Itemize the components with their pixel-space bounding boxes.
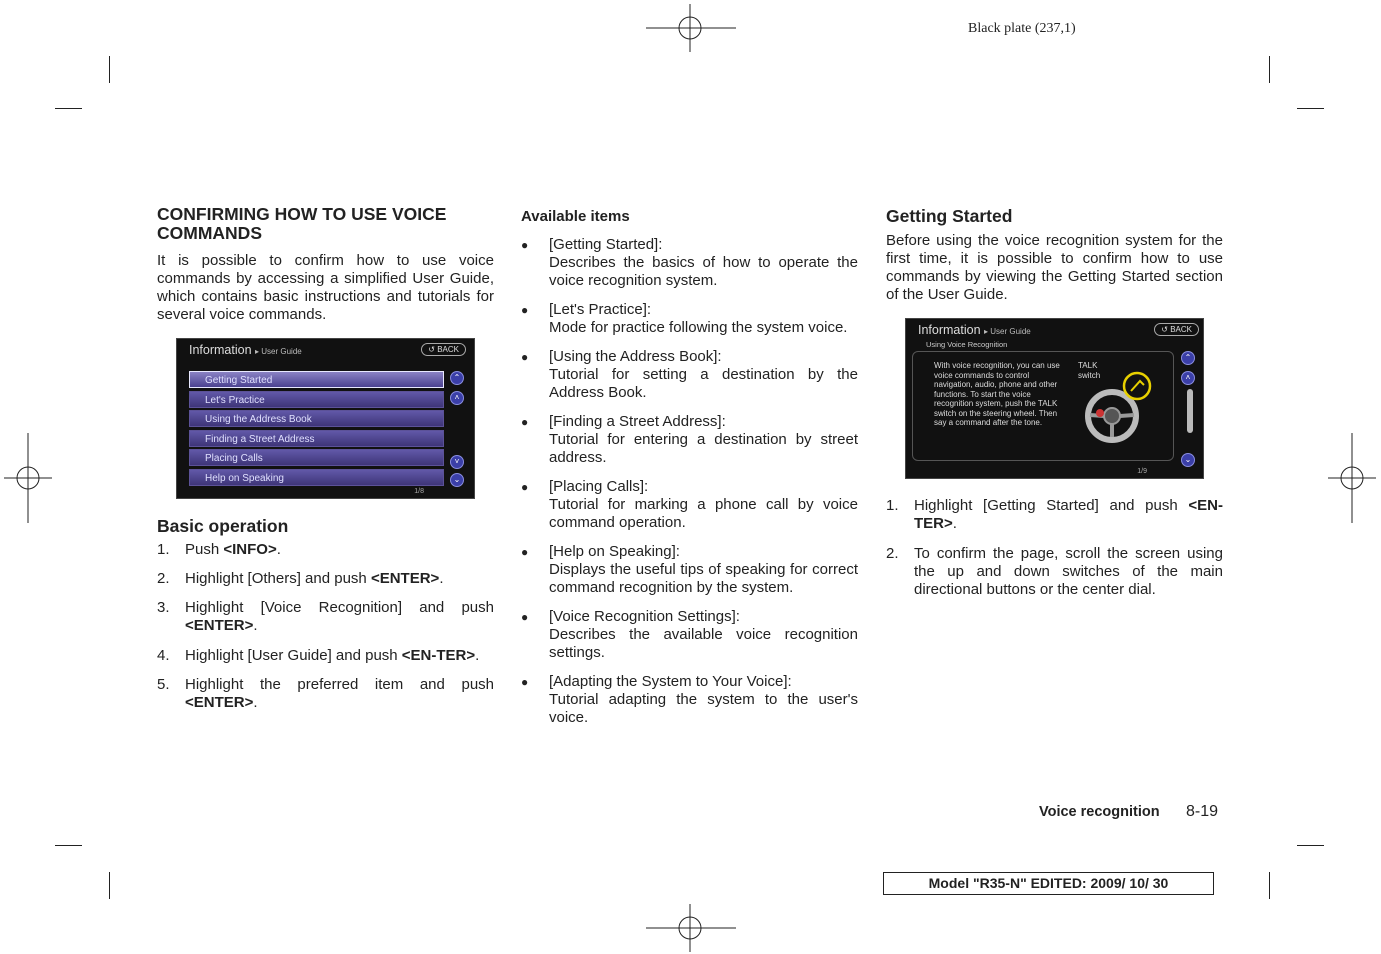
screen-subtitle: ▸ User Guide: [984, 327, 1031, 336]
list-item: ● [Getting Started]: Describes the basics of how to operate the voice recognition system.: [521, 236, 858, 289]
getting-started-steps: [886, 497, 1223, 599]
screen-section-title: Using Voice Recognition: [926, 340, 1008, 349]
bullet-icon: ●: [521, 303, 529, 317]
screen-subtitle: ▸ User Guide: [255, 347, 302, 356]
footer-section-name: Voice recognition: [1039, 804, 1160, 820]
menu-item: Help on Speaking: [189, 469, 444, 486]
getting-started-heading: Getting Started: [886, 206, 1013, 226]
screen-body-text: With voice recognition, you can use voice commands to control navigation, audio, phone and other functions. To start the voice recognition system, push the TALK switch on the steering wheel. Then say a command after the tone.: [934, 361, 1060, 427]
registration-mark: [1328, 433, 1376, 523]
model-edited-box: Model "R35-N" EDITED: 2009/ 10/ 30: [883, 872, 1214, 895]
crop-mark: [55, 108, 82, 109]
chevron-down-icon: ˅: [450, 455, 464, 469]
crop-mark: [109, 872, 110, 899]
section-heading: CONFIRMING HOW TO USE VOICE COMMANDS: [157, 204, 447, 243]
bullet-icon: ●: [521, 610, 529, 624]
screen-header: [189, 343, 302, 357]
registration-mark: [646, 904, 736, 952]
crop-mark: [1269, 56, 1270, 83]
basic-operation-heading: Basic operation: [157, 516, 289, 536]
list-item: ● [Help on Speaking]: Displays the useful tips of speaking for correct command recognition by the system.: [521, 543, 858, 596]
list-item: ● [Adapting the System to Your Voice]: Tutorial adapting the system to the user's voice.: [521, 673, 858, 726]
list-item: ● [Using the Address Book]: Tutorial for setting a destination by the Address Book.: [521, 348, 858, 401]
registration-mark: [646, 4, 736, 52]
column-3: [886, 205, 1223, 599]
crop-mark: [1297, 108, 1324, 109]
menu-item: Let's Practice: [189, 391, 444, 408]
menu-item: Getting Started: [189, 371, 444, 388]
list-item: ● [Finding a Street Address]: Tutorial for entering a destination by street address.: [521, 413, 858, 466]
chevron-down-icon: ⌄: [1181, 453, 1195, 467]
registration-mark: [4, 433, 52, 523]
chevron-up-icon: ˄: [1181, 371, 1195, 385]
bullet-icon: ●: [521, 480, 529, 494]
bullet-icon: ●: [521, 675, 529, 689]
menu-item: Finding a Street Address: [189, 430, 444, 447]
step-item: 1. Push <INFO>.: [157, 541, 281, 558]
back-button: ↺ BACK: [1154, 323, 1199, 336]
screen-header: [918, 323, 1031, 337]
step-item: 5. Highlight the preferred item and push <ENTER>.: [157, 676, 494, 711]
footer-page-number: 8-19: [1186, 803, 1219, 820]
intro-paragraph: It is possible to confirm how to use voice commands by accessing a simplified User Guide, which contains basic instructions and tutorials for several voice commands.: [157, 252, 494, 323]
bullet-icon: ●: [521, 415, 529, 429]
steering-wheel-icon: [1082, 371, 1162, 443]
bullet-icon: ●: [521, 238, 529, 252]
crop-mark: [1297, 845, 1324, 846]
bullet-icon: ●: [521, 350, 529, 364]
list-item: ● [Let's Practice]: Mode for practice following the system voice.: [521, 301, 848, 336]
step-item: 3. Highlight [Voice Recognition] and push <ENTER>.: [157, 599, 494, 634]
column-1: [157, 205, 494, 712]
talk-switch-label: TALK switch: [1078, 361, 1101, 380]
menu-item: Placing Calls: [189, 449, 444, 466]
crop-mark: [1269, 872, 1270, 899]
step-item: 4. Highlight [User Guide] and push <EN-TER>.: [157, 647, 480, 664]
available-items-heading: Available items: [521, 208, 630, 225]
bullet-icon: ●: [521, 545, 529, 559]
chevron-down-icon: ⌄: [450, 473, 464, 487]
plate-label: Black plate (237,1): [968, 21, 1076, 36]
screen-title: Information: [918, 323, 981, 337]
available-items-list: [521, 236, 858, 727]
user-guide-screen: [176, 338, 475, 499]
list-item: ● [Voice Recognition Settings]: Describes the available voice recognition settings.: [521, 608, 858, 661]
getting-started-screen: [905, 318, 1204, 479]
column-2: [521, 205, 858, 727]
back-button: ↺ BACK: [421, 343, 466, 356]
back-icon: ↺: [428, 345, 435, 354]
chevron-up-icon: ⌃: [450, 371, 464, 385]
menu-item: Using the Address Book: [189, 410, 444, 427]
list-item: ● [Placing Calls]: Tutorial for marking a phone call by voice command operation.: [521, 478, 858, 531]
screen-menu: [189, 371, 444, 488]
back-icon: ↺: [1161, 325, 1168, 334]
chevron-up-icon: ˄: [450, 391, 464, 405]
basic-operation-steps: [157, 541, 494, 712]
step-item: 2. To confirm the page, scroll the screen using the up and down switches of the main directional buttons or the center dial.: [886, 545, 1223, 598]
scrollbar: [1187, 389, 1193, 433]
chevron-up-icon: ⌃: [1181, 351, 1195, 365]
step-item: 1. Highlight [Getting Started] and push <EN-TER>.: [886, 497, 1223, 532]
step-item: 2. Highlight [Others] and push <ENTER>.: [157, 570, 444, 587]
screen-page-indicator: 1/9: [1137, 468, 1147, 475]
crop-mark: [109, 56, 110, 83]
crop-mark: [55, 845, 82, 846]
screen-title: Information: [189, 343, 252, 357]
screen-page-indicator: 1/8: [414, 488, 424, 495]
getting-started-paragraph: Before using the voice recognition system for the first time, it is possible to confirm how to use commands by viewing the Getting Started section of the User Guide.: [886, 232, 1223, 303]
